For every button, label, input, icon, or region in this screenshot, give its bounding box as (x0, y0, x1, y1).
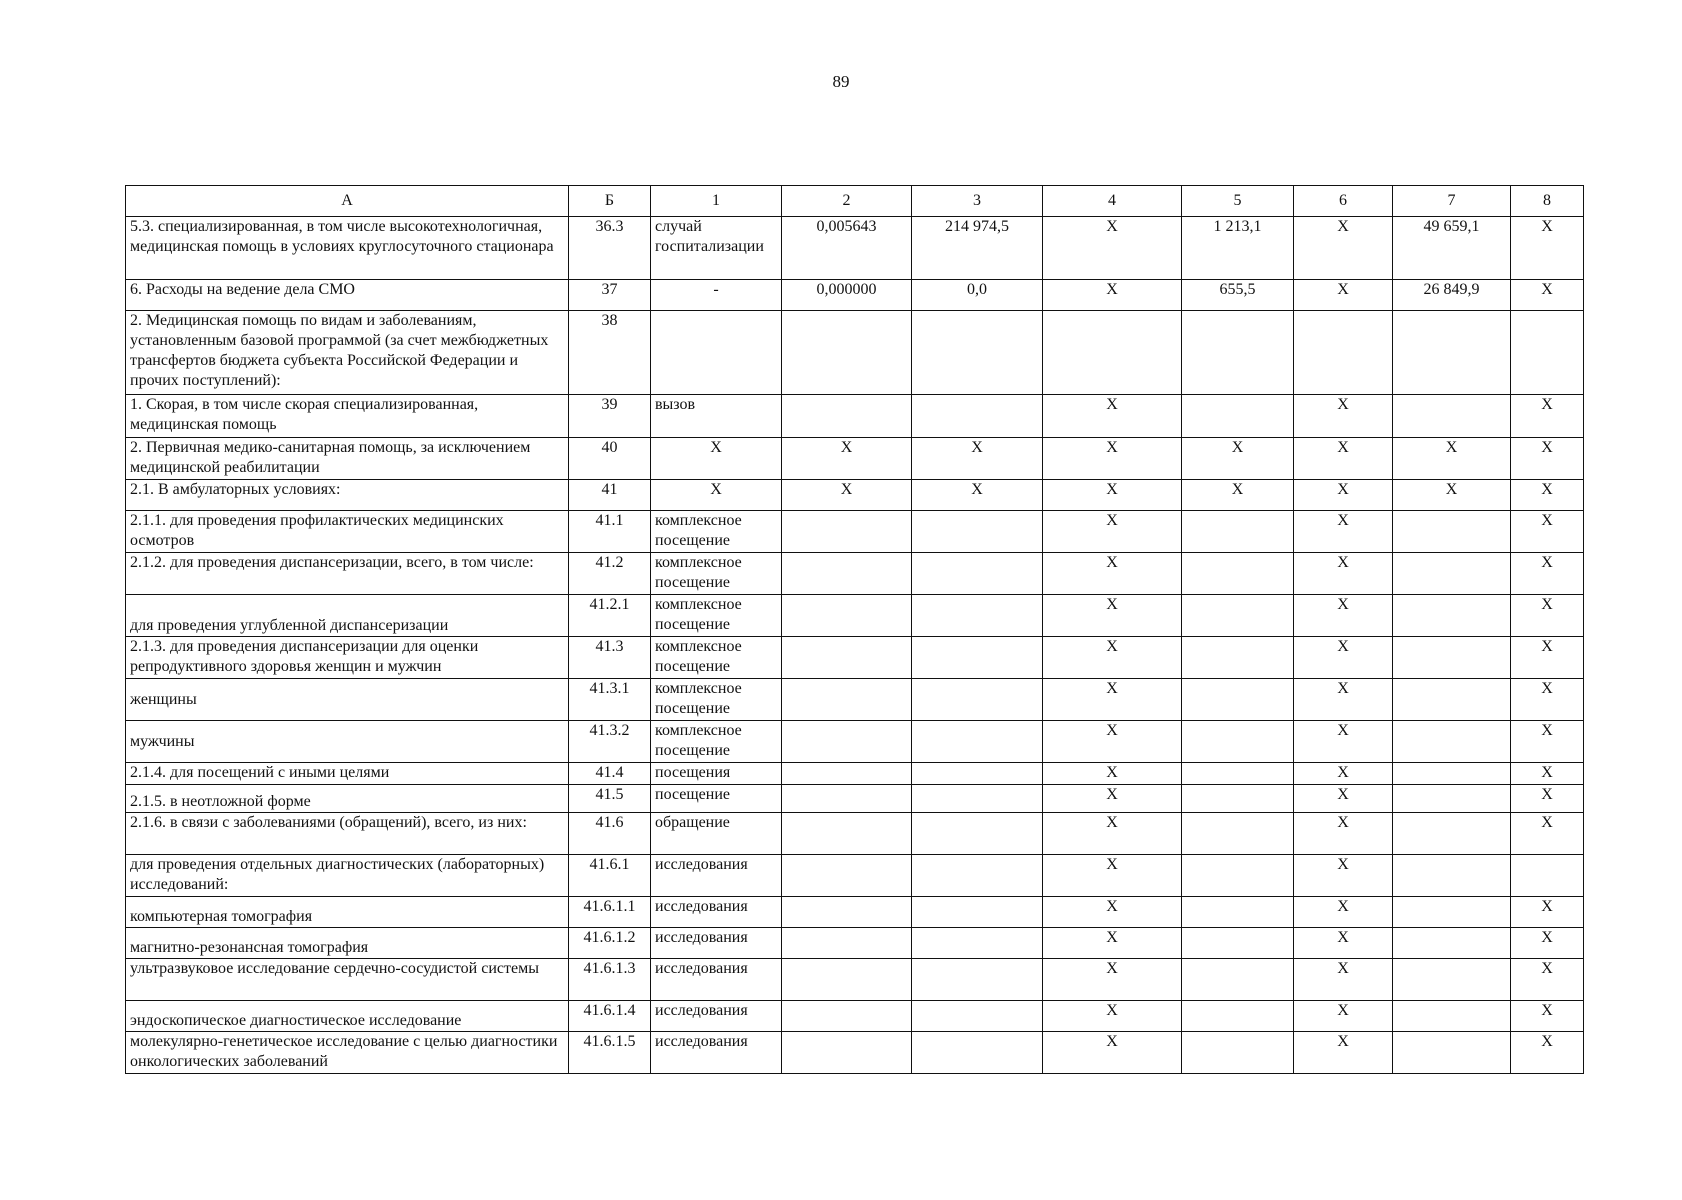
table-cell (912, 595, 1043, 637)
table-cell: 0,0 (912, 280, 1043, 311)
table-cell: исследования (651, 959, 782, 1001)
table-cell: X (782, 438, 912, 480)
table-cell: 6. Расходы на ведение дела СМО (126, 280, 569, 311)
table-cell: X (1043, 280, 1182, 311)
table-cell: 41.6.1.2 (569, 928, 651, 959)
table-cell: X (1294, 785, 1393, 813)
table-cell: 41.4 (569, 763, 651, 785)
table-cell (1182, 1032, 1294, 1074)
table-cell: 41.3.1 (569, 679, 651, 721)
table-cell: X (1511, 897, 1584, 928)
table-cell (912, 928, 1043, 959)
table-cell: 41.6.1.1 (569, 897, 651, 928)
table-cell: для проведения отдельных диагностических (лабораторных) исследований: (126, 855, 569, 897)
table-cell: X (1043, 813, 1182, 855)
column-header: 6 (1294, 186, 1393, 217)
table-cell (912, 679, 1043, 721)
table-cell: X (1511, 1032, 1584, 1074)
table-cell: 0,000000 (782, 280, 912, 311)
table-cell: X (1294, 721, 1393, 763)
table-cell: исследования (651, 1032, 782, 1074)
table-cell: компьютерная томография (126, 897, 569, 928)
table-cell (782, 721, 912, 763)
table-cell: X (651, 480, 782, 511)
table-cell: 2.1.3. для проведения диспансеризации для оценки репродуктивного здоровья женщин и мужчин (126, 637, 569, 679)
table-cell: комплексное посещение (651, 511, 782, 553)
table-cell: X (1511, 438, 1584, 480)
table-cell: 41.3 (569, 637, 651, 679)
table-cell (1182, 897, 1294, 928)
table-cell: X (1294, 637, 1393, 679)
table-cell: X (1294, 511, 1393, 553)
table-cell: X (1511, 959, 1584, 1001)
table-cell: X (912, 480, 1043, 511)
table-cell: 41 (569, 480, 651, 511)
table-cell: обращение (651, 813, 782, 855)
table-cell: молекулярно-генетическое исследование с целью диагностики онкологических заболеваний (126, 1032, 569, 1074)
table-cell (912, 855, 1043, 897)
table-cell (1294, 311, 1393, 395)
table-cell: 41.6.1.4 (569, 1001, 651, 1032)
table-cell (782, 311, 912, 395)
table-cell: X (1511, 763, 1584, 785)
table-cell: вызов (651, 395, 782, 438)
table-row (126, 928, 1584, 959)
table-cell: 655,5 (1182, 280, 1294, 311)
table-cell: X (1043, 553, 1182, 595)
table-cell: посещения (651, 763, 782, 785)
table-cell: 41.6 (569, 813, 651, 855)
table-cell (1393, 1001, 1511, 1032)
table-cell (912, 763, 1043, 785)
table-row (126, 637, 1584, 679)
table-cell: X (1294, 480, 1393, 511)
table-cell (1393, 855, 1511, 897)
table-cell: X (1043, 217, 1182, 280)
table-cell: X (1043, 763, 1182, 785)
table-cell: X (1294, 595, 1393, 637)
table-cell (912, 553, 1043, 595)
table-cell: X (1043, 855, 1182, 897)
table-row (126, 721, 1584, 763)
table-cell (782, 395, 912, 438)
table-cell (912, 311, 1043, 395)
table-row (126, 595, 1584, 637)
table-cell: X (1043, 721, 1182, 763)
table-cell: - (651, 280, 782, 311)
column-header: Б (569, 186, 651, 217)
table-row (126, 395, 1584, 438)
table-cell: случай госпитализации (651, 217, 782, 280)
table-cell: X (1511, 813, 1584, 855)
table-cell: X (1511, 1001, 1584, 1032)
table-row (126, 763, 1584, 785)
table-cell (912, 897, 1043, 928)
table-cell: 1. Скорая, в том числе скорая специализированная, медицинская помощь (126, 395, 569, 438)
table-cell: 2.1.5. в неотложной форме (126, 785, 569, 813)
table-cell: X (1043, 785, 1182, 813)
table-cell: 0,005643 (782, 217, 912, 280)
table-cell: X (1043, 511, 1182, 553)
table-cell (1393, 763, 1511, 785)
table-cell: X (1511, 721, 1584, 763)
table-cell: 2. Медицинская помощь по видам и заболеваниям, установленным базовой программой (за счет межбюджетных трансфертов бюджета субъекта Российской Федерации и прочих поступлений): (126, 311, 569, 395)
table-cell: комплексное посещение (651, 679, 782, 721)
table-row (126, 813, 1584, 855)
table-cell: X (1043, 959, 1182, 1001)
table-cell: 41.6.1.5 (569, 1032, 651, 1074)
table-cell (1182, 855, 1294, 897)
column-header: 7 (1393, 186, 1511, 217)
table-cell: магнитно-резонансная томография (126, 928, 569, 959)
table-cell (782, 813, 912, 855)
table-cell: X (1294, 438, 1393, 480)
table-cell: 2. Первичная медико-санитарная помощь, за исключением медицинской реабилитации (126, 438, 569, 480)
table-row (126, 959, 1584, 1001)
table-cell (1182, 763, 1294, 785)
table-cell (1393, 785, 1511, 813)
table-cell: X (1294, 897, 1393, 928)
table-cell: 36.3 (569, 217, 651, 280)
table-cell (912, 785, 1043, 813)
table-cell (1182, 813, 1294, 855)
table-cell (1043, 311, 1182, 395)
table-cell (1182, 721, 1294, 763)
table-cell (1393, 721, 1511, 763)
column-header: 4 (1043, 186, 1182, 217)
table-cell: 2.1.1. для проведения профилактических медицинских осмотров (126, 511, 569, 553)
table-cell: посещение (651, 785, 782, 813)
table-cell (912, 959, 1043, 1001)
table-cell: для проведения углубленной диспансеризации (126, 595, 569, 637)
table-row (126, 438, 1584, 480)
table-cell: X (1393, 438, 1511, 480)
table-cell: комплексное посещение (651, 553, 782, 595)
table-cell (782, 637, 912, 679)
table-cell: эндоскопическое диагностическое исследование (126, 1001, 569, 1032)
table-cell: 37 (569, 280, 651, 311)
table-cell (782, 595, 912, 637)
table-cell (1393, 511, 1511, 553)
table-cell: 2.1.6. в связи с заболеваниями (обращений), всего, из них: (126, 813, 569, 855)
table-cell: X (1043, 679, 1182, 721)
table-cell: X (1511, 595, 1584, 637)
table-cell (1393, 553, 1511, 595)
table-cell: X (651, 438, 782, 480)
table-cell: X (1294, 553, 1393, 595)
column-header: 1 (651, 186, 782, 217)
table-row (126, 511, 1584, 553)
table-cell: исследования (651, 897, 782, 928)
table-cell: X (912, 438, 1043, 480)
table-cell: 41.2 (569, 553, 651, 595)
table-cell: X (1043, 480, 1182, 511)
table-cell (1393, 679, 1511, 721)
table-cell: 38 (569, 311, 651, 395)
table-cell: 2.1.4. для посещений с иными целями (126, 763, 569, 785)
table-cell (1182, 928, 1294, 959)
table-cell (912, 395, 1043, 438)
table-cell (1393, 897, 1511, 928)
column-header: 8 (1511, 186, 1584, 217)
table-cell: X (1511, 480, 1584, 511)
table-cell: X (1043, 438, 1182, 480)
table-cell: X (1294, 217, 1393, 280)
table-cell (782, 897, 912, 928)
table-cell: X (1511, 395, 1584, 438)
table-cell: 49 659,1 (1393, 217, 1511, 280)
table-cell: X (1511, 928, 1584, 959)
table-cell (782, 763, 912, 785)
table-cell: 1 213,1 (1182, 217, 1294, 280)
table-cell (1393, 928, 1511, 959)
table-cell (1511, 855, 1584, 897)
table-cell: X (1294, 813, 1393, 855)
table-cell: X (1043, 1032, 1182, 1074)
table-cell: X (1294, 280, 1393, 311)
table-cell: исследования (651, 928, 782, 959)
page-number: 89 (832, 72, 850, 91)
table-row (126, 855, 1584, 897)
table-cell: исследования (651, 855, 782, 897)
table-cell (912, 721, 1043, 763)
table-cell: 214 974,5 (912, 217, 1043, 280)
table-cell: комплексное посещение (651, 721, 782, 763)
table-cell: X (1511, 511, 1584, 553)
table-row (126, 553, 1584, 595)
table-cell (1393, 595, 1511, 637)
table-row (126, 1001, 1584, 1032)
table-cell (912, 813, 1043, 855)
table-cell: 2.1. В амбулаторных условиях: (126, 480, 569, 511)
table-cell: X (1294, 1032, 1393, 1074)
table-row (126, 480, 1584, 511)
table-cell (1182, 553, 1294, 595)
table-cell: X (1294, 1001, 1393, 1032)
table-cell: X (1294, 959, 1393, 1001)
table-cell: 26 849,9 (1393, 280, 1511, 311)
table-row (126, 311, 1584, 395)
column-header: 2 (782, 186, 912, 217)
table-cell: X (1294, 928, 1393, 959)
table-cell: 5.3. специализированная, в том числе высокотехнологичная, медицинская помощь в условиях круглосуточного стационара (126, 217, 569, 280)
table-cell: X (1294, 763, 1393, 785)
table-cell: X (1393, 480, 1511, 511)
table-cell (1393, 311, 1511, 395)
table-cell: X (1511, 217, 1584, 280)
table-cell (782, 1001, 912, 1032)
table-cell: X (1043, 595, 1182, 637)
table-cell: X (1294, 679, 1393, 721)
table-cell: X (1511, 785, 1584, 813)
table-cell: 41.5 (569, 785, 651, 813)
table-cell (1511, 311, 1584, 395)
table-cell: X (1511, 280, 1584, 311)
table-row (126, 679, 1584, 721)
table-cell (782, 553, 912, 595)
table-row (126, 785, 1584, 813)
table-cell: X (1043, 897, 1182, 928)
table-cell (1182, 1001, 1294, 1032)
table-cell (651, 311, 782, 395)
table-cell (912, 511, 1043, 553)
table-cell (782, 511, 912, 553)
table-cell (1393, 637, 1511, 679)
table-cell: X (1043, 395, 1182, 438)
table-cell: X (1182, 480, 1294, 511)
table-cell (1393, 395, 1511, 438)
table-cell: комплексное посещение (651, 595, 782, 637)
table-row (126, 897, 1584, 928)
table-cell (1182, 785, 1294, 813)
table-cell: X (1043, 637, 1182, 679)
table-cell: 40 (569, 438, 651, 480)
table-cell: X (1294, 395, 1393, 438)
table-cell: X (1182, 438, 1294, 480)
table-cell (1182, 395, 1294, 438)
table-cell: 41.3.2 (569, 721, 651, 763)
table-cell (782, 679, 912, 721)
column-header: А (126, 186, 569, 217)
table-cell: 41.2.1 (569, 595, 651, 637)
table-cell: X (1511, 679, 1584, 721)
data-table (125, 185, 1584, 1074)
table-cell (912, 1001, 1043, 1032)
table-cell (1393, 1032, 1511, 1074)
table-cell (1182, 311, 1294, 395)
table-cell (782, 928, 912, 959)
table-cell: X (782, 480, 912, 511)
table-cell: 41.6.1 (569, 855, 651, 897)
table-cell (1182, 679, 1294, 721)
table-row (126, 1032, 1584, 1074)
table-cell: 2.1.2. для проведения диспансеризации, всего, в том числе: (126, 553, 569, 595)
table-cell (782, 855, 912, 897)
table-cell (1393, 813, 1511, 855)
table-cell (782, 1032, 912, 1074)
column-header: 3 (912, 186, 1043, 217)
table-cell (1182, 959, 1294, 1001)
column-header: 5 (1182, 186, 1294, 217)
table-cell (1393, 959, 1511, 1001)
table-cell: X (1511, 637, 1584, 679)
table-cell: ультразвуковое исследование сердечно-сосудистой системы (126, 959, 569, 1001)
table-cell (1182, 637, 1294, 679)
table-cell (1182, 511, 1294, 553)
table-cell: 41.6.1.3 (569, 959, 651, 1001)
table-cell (1182, 595, 1294, 637)
table-cell (782, 959, 912, 1001)
table-cell (912, 1032, 1043, 1074)
table-cell: X (1043, 928, 1182, 959)
table-cell (782, 785, 912, 813)
header-row (126, 186, 1584, 217)
table-row (126, 280, 1584, 311)
table-cell: мужчины (126, 721, 569, 763)
table-cell: 39 (569, 395, 651, 438)
table-cell: X (1294, 855, 1393, 897)
table-row (126, 217, 1584, 280)
table-cell: X (1511, 553, 1584, 595)
table-cell: исследования (651, 1001, 782, 1032)
table-cell: комплексное посещение (651, 637, 782, 679)
table-cell: женщины (126, 679, 569, 721)
table-cell: 41.1 (569, 511, 651, 553)
table-cell (912, 637, 1043, 679)
table-cell: X (1043, 1001, 1182, 1032)
